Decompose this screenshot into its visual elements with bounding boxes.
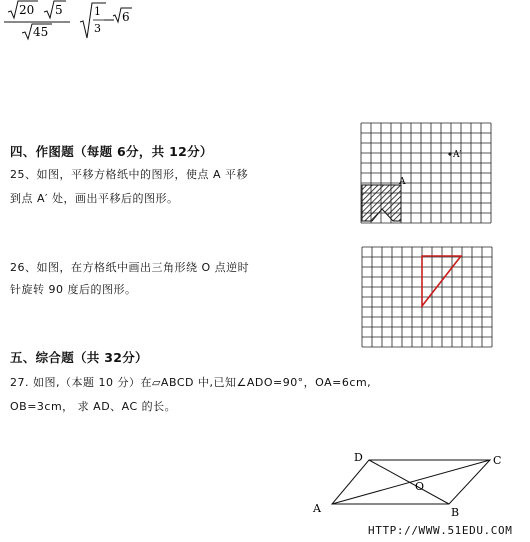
vertex-A-label: A bbox=[313, 502, 321, 515]
question-25-line2: 到点 A′ 处，画出平移后的图形。 bbox=[10, 192, 179, 205]
question-26-line1: 26、如图，在方格纸中画出三角形绕 O 点逆时 bbox=[10, 261, 250, 274]
fraction-denominator: 3 bbox=[94, 22, 101, 35]
formula-block bbox=[0, 0, 200, 44]
point-A-prime-label: A′ bbox=[453, 150, 462, 160]
fraction-numerator: 1 bbox=[94, 5, 101, 18]
red-triangle bbox=[422, 256, 461, 306]
vertex-C-label: C bbox=[493, 454, 502, 467]
vertex-D-label: D bbox=[354, 451, 363, 464]
center-O-label: O bbox=[415, 480, 425, 493]
diagonal-BD bbox=[369, 460, 449, 504]
question-27-line2: OB=3cm， 求 AD、AC 的长。 bbox=[10, 400, 177, 413]
diagonal-AC bbox=[332, 460, 490, 504]
footer-url: HTTP://WWW.51EDU.COM bbox=[368, 524, 513, 537]
parallelogram-figure bbox=[305, 446, 510, 522]
grid-lines bbox=[362, 247, 492, 347]
radicand-20: 20 bbox=[19, 3, 35, 17]
question-25-line1: 25、如图，平移方格纸中的图形，使点 A 平移 bbox=[10, 168, 249, 181]
shaded-shape bbox=[362, 185, 401, 221]
section-4-title: 四、作图题（每题 6分，共 12分） bbox=[10, 144, 213, 159]
radicand-45: 45 bbox=[33, 25, 49, 39]
section-5-title: 五、综合题（共 32分） bbox=[10, 350, 148, 365]
radicand-6: 6 bbox=[122, 10, 130, 24]
radicand-5: 5 bbox=[55, 3, 63, 17]
question-27-line1: 27. 如图,（本题 10 分）在▱ABCD 中,已知∠ADO=90°，OA=6cm, bbox=[10, 376, 372, 389]
vertex-B-label: B bbox=[451, 506, 460, 519]
point-A-prime bbox=[448, 152, 451, 155]
question-26-line2: 针旋转 90 度后的图形。 bbox=[10, 283, 137, 296]
rotation-grid-figure bbox=[356, 244, 494, 350]
translation-grid-figure bbox=[355, 117, 497, 229]
point-A-label: A bbox=[399, 177, 406, 187]
